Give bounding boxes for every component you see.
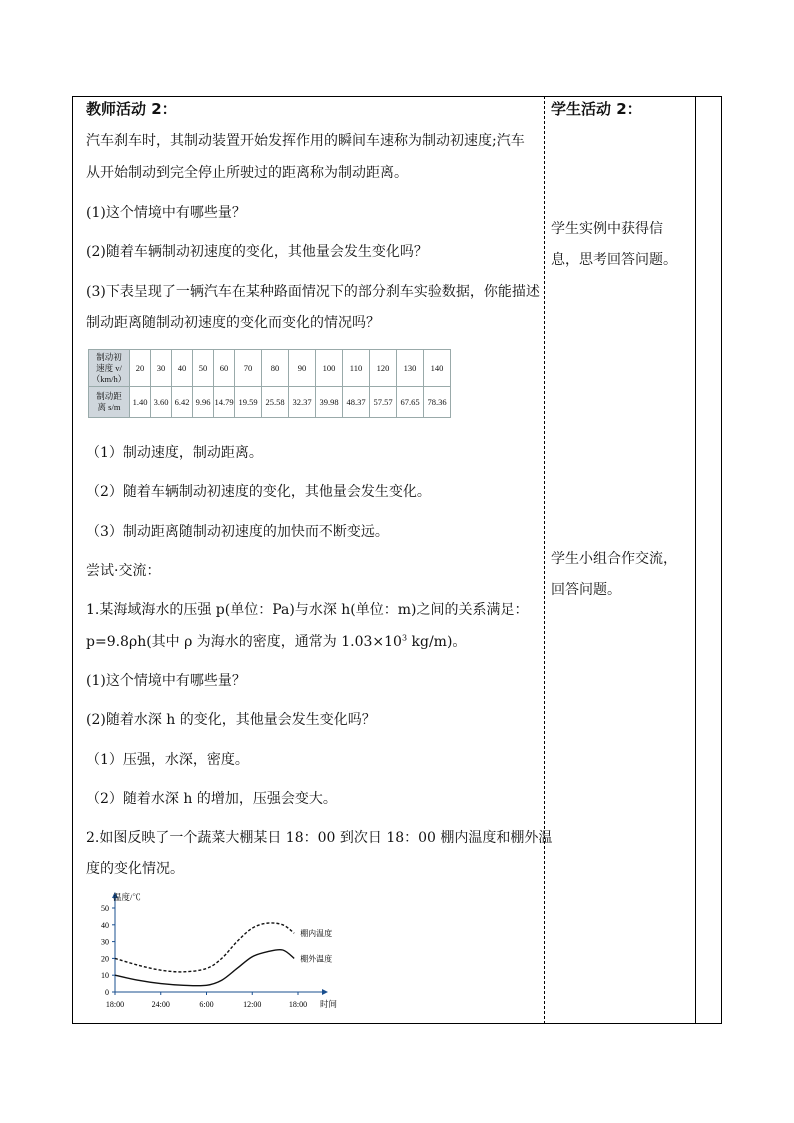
speed-row-header [89,350,130,387]
answer-3: （3）制动距离随制动初速度的加快而不断变远。 [86,524,389,540]
problem-1-answer-1: （1）压强，水深，密度。 [86,752,249,768]
speed-cell: 80 [262,350,289,387]
speed-cell: 50 [193,350,214,387]
distance-cell: 1.40 [130,387,151,418]
student-note-2-line-2: 回答问题。 [551,582,621,598]
try-exchange-heading: 尝试·交流： [86,563,161,579]
speed-cell: 40 [172,350,193,387]
distance-cell: 14.79 [214,387,235,418]
speed-cell: 130 [397,350,424,387]
distance-cell: 78.36 [424,387,451,418]
y-tick-label: 0 [105,988,109,997]
speed-header-line: 速度 v/ [96,362,122,373]
x-tick-label: 24:00 [151,1000,170,1009]
x-axis-arrow [322,989,328,995]
question-3-line-1: (3)下表呈现了一辆汽车在某种路面情况下的部分刹车实验数据，你能描述 [86,284,540,300]
x-tick-label: 6:00 [199,1000,214,1009]
y-tick-label: 40 [101,920,109,930]
intro-line-1: 汽车刹车时，其制动装置开始发挥作用的瞬间车速称为制动初速度;汽车 [86,133,525,149]
braking-data-table [88,349,451,418]
question-3-line-2: 制动距离随制动初速度的变化而变化的情况吗？ [86,315,380,331]
distance-header-line: 离 s/m [97,402,121,412]
problem-1-question-1: (1)这个情境中有哪些量？ [86,673,246,689]
distance-cell: 39.98 [316,387,343,418]
speed-cell: 90 [289,350,316,387]
speed-cell: 60 [214,350,235,387]
inside-temperature-line [115,923,294,972]
problem-1-question-2: (2)随着水深 h 的变化，其他量会发生变化吗？ [86,712,376,728]
distance-header-line: 制动距 [96,391,122,401]
speed-cell: 110 [343,350,370,387]
teacher-activity-heading: 教师活动 2： [86,100,177,118]
answer-2: （2）随着车辆制动初速度的变化，其他量会发生变化。 [86,484,431,500]
speed-cell: 30 [151,350,172,387]
problem-1-answer-2: （2）随着水深 h 的增加，压强会变大。 [86,791,337,807]
distance-cell: 25.58 [262,387,289,418]
problem-2-line-2: 度的变化情况。 [86,861,184,877]
distance-row [89,387,451,418]
y-tick-label: 50 [101,904,109,913]
outside-temperature-line [115,950,294,986]
y-tick-label: 20 [101,954,109,964]
speed-cell: 20 [130,350,151,387]
series-label: 棚外温度 [300,954,333,964]
distance-cell: 32.37 [289,387,316,418]
x-tick-label: 12:00 [243,1000,262,1009]
x-tick-label: 18:00 [105,1000,125,1009]
problem-2-line-1: 2.如图反映了一个蔬菜大棚某日 18：00 到次日 18：00 棚内温度和棚外温 [86,830,553,846]
student-note-2-line-1: 学生小组合作交流， [551,551,677,567]
intro-line-2: 从开始制动到完全停止所驶过的距离称为制动距离。 [86,165,408,181]
formula-unit: kg/m)。 [407,634,467,650]
y-tick-label: 10 [101,971,109,981]
speed-cell: 140 [424,350,451,387]
question-2: (2)随着车辆制动初速度的变化，其他量会发生变化吗？ [86,244,428,260]
y-axis-label: 温度/℃ [113,892,141,902]
exponent: 3 [401,633,408,643]
formula-text: p=9.8ρh(其中 ρ 为海水的密度，通常为 1.03×10 [86,634,402,650]
distance-cell: 3.60 [151,387,172,418]
distance-cell: 57.57 [370,387,397,418]
distance-cell: 67.65 [397,387,424,418]
speed-header-line: （km/h） [91,373,127,384]
series-label: 棚内温度 [300,929,333,939]
y-tick-label: 30 [101,937,109,947]
student-activity-heading: 学生活动 2： [551,100,642,118]
distance-row-header [89,387,130,418]
x-tick-label: 18:00 [288,1000,308,1009]
student-note-1-line-1: 学生实例中获得信 [551,221,663,237]
temperature-chart [88,888,350,1014]
speed-cell: 70 [235,350,262,387]
question-1: (1)这个情境中有哪些量？ [86,205,246,221]
column-divider [544,96,545,1024]
distance-cell: 6.42 [172,387,193,418]
student-note-1-line-2: 息，思考回答问题。 [551,252,677,268]
distance-cell: 48.37 [343,387,370,418]
x-axis-label: 时间 [320,999,338,1009]
distance-cell: 9.96 [193,387,214,418]
distance-cell: 19.59 [235,387,262,418]
problem-1-line-1: 1.某海域海水的压强 p(单位：Pa)与水深 h(单位：m)之间的关系满足： [86,602,529,618]
speed-cell: 100 [316,350,343,387]
speed-row [89,350,451,387]
problem-1-line-2 [86,632,466,652]
margin-column-divider [695,96,696,1024]
answer-1: （1）制动速度，制动距离。 [86,445,263,461]
speed-header-line: 制动初 [96,351,122,362]
speed-cell: 120 [370,350,397,387]
